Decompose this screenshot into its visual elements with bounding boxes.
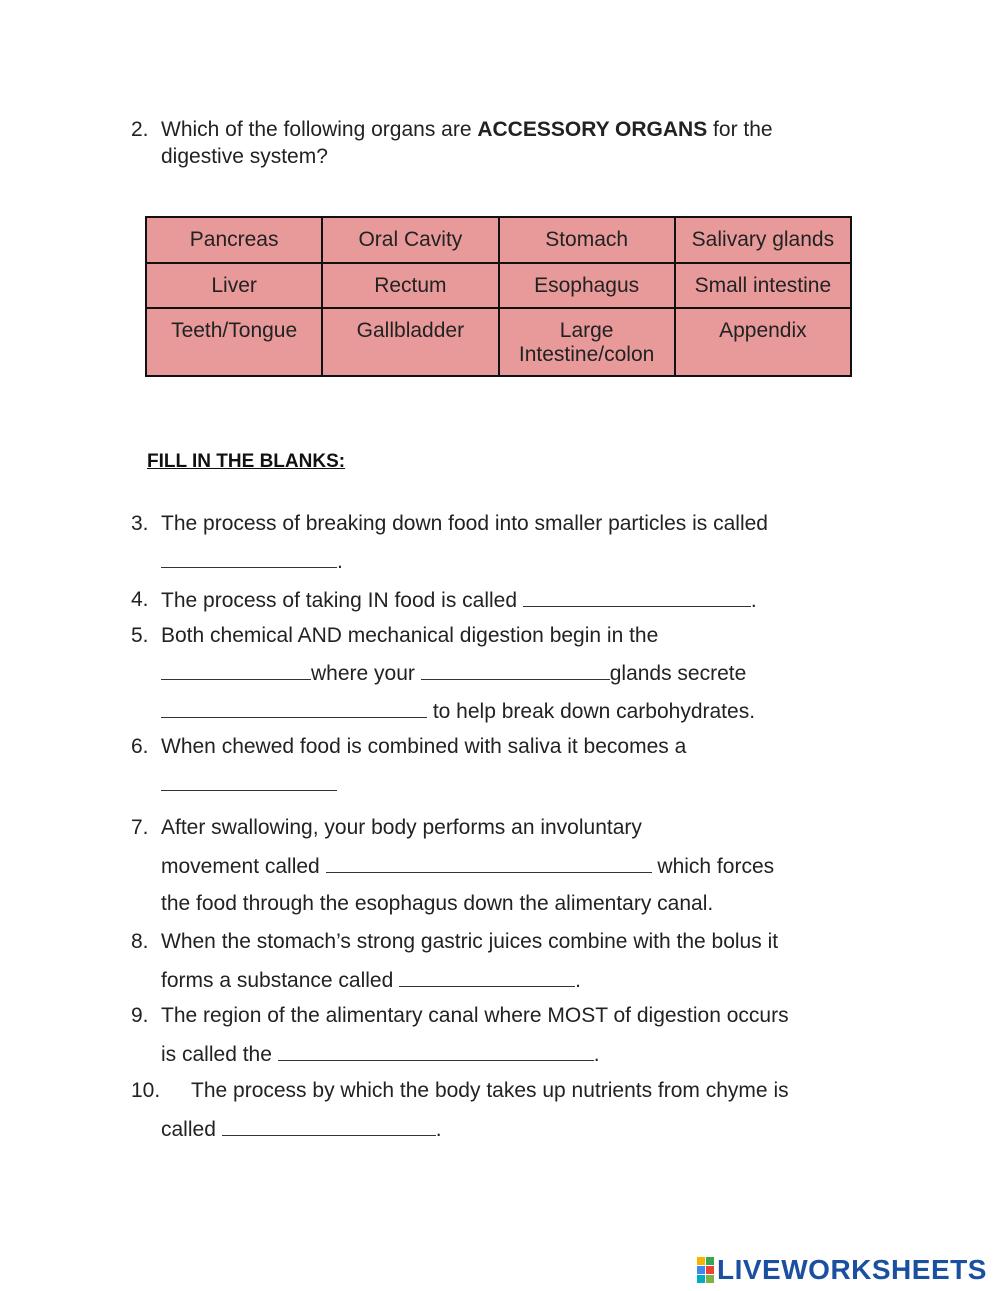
organ-cell[interactable]: Stomach xyxy=(499,217,675,263)
question-number: 5. xyxy=(131,624,149,647)
question-number: 9. xyxy=(131,1004,149,1027)
organ-cell[interactable]: Rectum xyxy=(322,263,498,308)
question-number: 2. xyxy=(131,118,149,141)
organ-cell[interactable]: Gallbladder xyxy=(322,308,498,376)
question-number: 4. xyxy=(131,588,149,611)
answer-blank[interactable] xyxy=(523,588,751,607)
question-number: 10. xyxy=(131,1079,161,1102)
logo-square xyxy=(697,1266,705,1274)
organ-cell[interactable]: Large Intestine/colon xyxy=(499,308,675,376)
organ-cell[interactable]: Esophagus xyxy=(499,263,675,308)
question-text: The process of breaking down food into smaller particles is called xyxy=(161,512,768,535)
question-number: 7. xyxy=(131,816,149,839)
answer-blank[interactable] xyxy=(161,772,337,791)
section-title: FILL IN THE BLANKS: xyxy=(147,451,346,472)
logo-square xyxy=(706,1266,714,1274)
logo-square xyxy=(697,1275,705,1283)
question-number: 3. xyxy=(131,512,149,535)
organ-cell[interactable]: Small intestine xyxy=(675,263,851,308)
organ-cell[interactable]: Pancreas xyxy=(146,217,322,263)
table-row xyxy=(146,263,851,308)
answer-blank[interactable] xyxy=(421,661,610,680)
logo-wordmark: LIVEWORKSHEETS xyxy=(717,1254,987,1285)
answer-blank[interactable] xyxy=(399,968,575,987)
question-number: 6. xyxy=(131,735,149,758)
question-2 xyxy=(131,116,851,170)
logo-square xyxy=(706,1275,714,1283)
accessory-organs-emphasis: ACCESSORY ORGANS xyxy=(477,118,708,141)
liveworksheets-logo xyxy=(697,1254,987,1286)
table-row xyxy=(146,217,851,263)
question-number: 8. xyxy=(131,930,149,953)
question-text: When the stomach’s strong gastric juices combine with the bolus it xyxy=(161,930,779,953)
answer-blank[interactable] xyxy=(326,854,652,873)
organ-cell[interactable]: Teeth/Tongue xyxy=(146,308,322,376)
question-text: The process by which the body takes up nutrients from chyme is xyxy=(191,1079,789,1102)
answer-blank[interactable] xyxy=(222,1117,436,1136)
question-text: Both chemical AND mechanical digestion begin in the xyxy=(161,624,659,647)
organ-cell[interactable]: Liver xyxy=(146,263,322,308)
question-text: When chewed food is combined with saliva it becomes a xyxy=(161,735,687,758)
answer-blank[interactable] xyxy=(278,1042,594,1061)
organs-table xyxy=(145,216,852,377)
organ-cell[interactable]: Salivary glands xyxy=(675,217,851,263)
table-row xyxy=(146,308,851,376)
logo-square xyxy=(697,1257,705,1265)
question-text: Which of the following organs are ACCESSORY ORGANS for the digestive system? xyxy=(161,118,773,168)
answer-blank[interactable] xyxy=(161,699,427,718)
question-text: After swallowing, your body performs an involuntary xyxy=(161,816,642,839)
answer-blank[interactable] xyxy=(161,549,337,568)
logo-mark-icon xyxy=(697,1257,714,1283)
question-text: The region of the alimentary canal where MOST of digestion occurs xyxy=(161,1004,789,1027)
organ-cell[interactable]: Oral Cavity xyxy=(322,217,498,263)
logo-square xyxy=(706,1257,714,1265)
organ-cell[interactable]: Appendix xyxy=(675,308,851,376)
answer-blank[interactable] xyxy=(161,661,311,680)
